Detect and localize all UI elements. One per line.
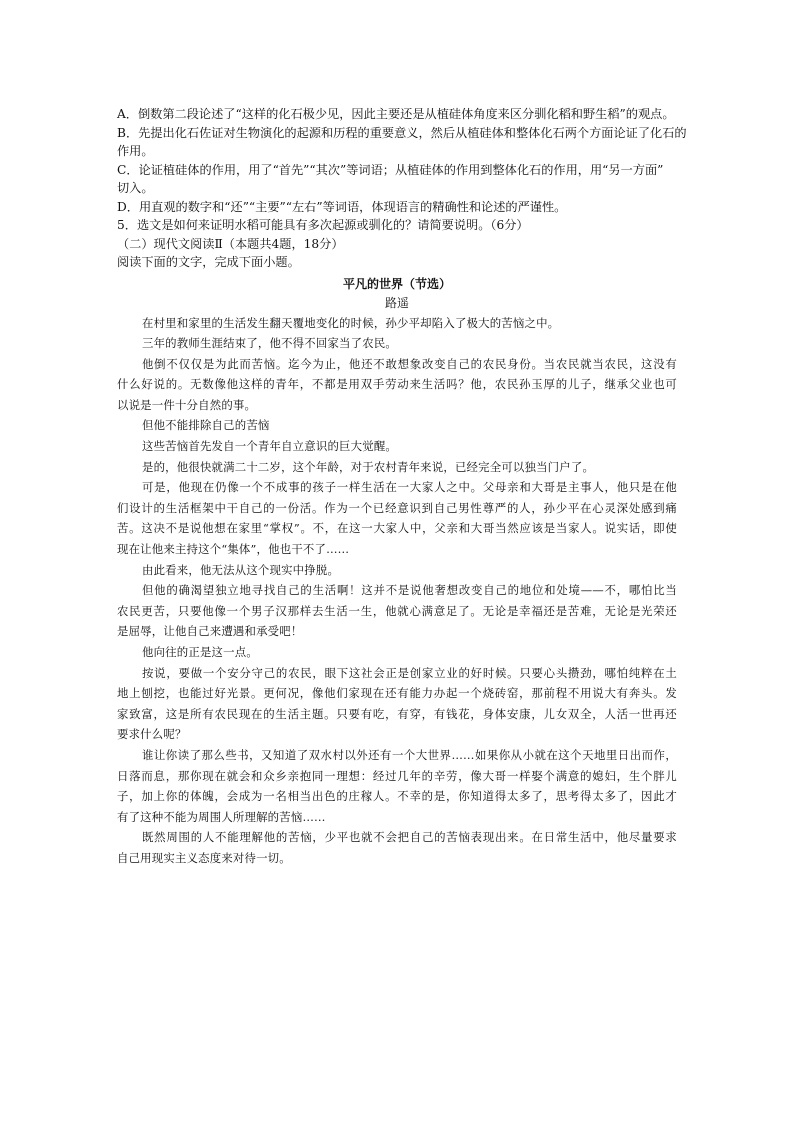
passage-line: 他倒不仅仅是为此而苦恼。迄今为止，他还不敢想象改变自己的农民身份。当农民就当农民，这没有 [142, 356, 677, 371]
passage-line: 但他的确渴望独立地寻找自己的生活啊！这并不是说他奢想改变自己的地位和处境——不，哪怕比当 [142, 583, 677, 598]
passage-line: 要求什么呢？ [117, 727, 187, 742]
passage-author: 路遥 [384, 295, 409, 310]
reading-instruction: 阅读下面的文字，完成下面小题。 [117, 255, 300, 269]
passage-line: 苦。这决不是说他想在家里“掌权”。不，在这一大家人中，父亲和大哥当然应该是当家人。说实话，即使 [117, 521, 677, 536]
option-c-line-2: 切入。 [117, 181, 154, 195]
passage-line: 子，加上你的体魄，会成为一名相当出色的庄稼人。不幸的是，你知道得太多了，思考得太多了，因此才 [117, 789, 677, 804]
passage-line: 地上刨挖，也能过好光景。更何况，像他们家现在还有能力办起一个烧砖窑，那前程不用说大有奔头。发 [117, 686, 677, 701]
passage-line: 由此看来，他无法从这个现实中挣脱。 [142, 562, 340, 577]
passage-body [117, 313, 677, 869]
passage-line: 三年的教师生涯结束了，他不得不回家当了农民。 [142, 336, 397, 351]
passage-line: 以说是一件十分自然的事。 [117, 397, 257, 412]
passage-line: 在村里和家里的生活发生翻天覆地变化的时候，孙少平却陷入了极大的苦恼之中。 [142, 315, 560, 330]
passage-line: 既然周围的人不能理解他的苦恼，少平也就不会把自己的苦恼表现出来。在日常生活中，他尽量要求 [142, 830, 677, 845]
option-b-line-2: 作用。 [117, 144, 154, 158]
option-b-line-1: B．先提出化石佐证对生物演化的起源和历程的重要意义，然后从植硅体和整体化石两个方面论证了化石的 [117, 125, 687, 140]
passage-line: 自己用现实主义态度来对待一切。 [117, 850, 291, 865]
question-5: 5．选文是如何来证明水稻可能具有多次起源或驯化的？请简要说明。（6分） [117, 218, 529, 232]
option-a: A．倒数第二段论述了“这样的化石极少见，因此主要还是从植硅体角度来区分驯化稻和野生稻”的观点。 [117, 107, 675, 121]
passage-title: 平凡的世界（节选） [342, 276, 451, 291]
question-block [117, 105, 687, 272]
passage-line: 他向往的正是这一点。 [142, 645, 258, 659]
passage-line: 这些苦恼首先发自一个青年自立意识的巨大觉醒。 [142, 439, 397, 454]
passage-line: 谁让你读了那么些书，又知道了双水村以外还有一个大世界……如果你从小就在这个天地里日出而作， [142, 747, 677, 762]
passage-line: 但他不能排除自己的苦恼 [142, 418, 270, 433]
passage-line: 有了这种不能为周围人所理解的苦恼…… [117, 809, 326, 824]
passage-line: 家致富，这是所有农民现在的生活主题。只要有吃，有穿，有钱花，身体安康，儿女双全，人活一世再还 [117, 706, 677, 721]
option-c-line-1: C．论证植硅体的作用，用了“首先”“其次”等词语；从植硅体的作用到整体化石的作用，用“另一方面” [117, 162, 664, 177]
exam-page [117, 105, 687, 869]
passage-line: 是屈辱，让他自己来遭遇和承受吧！ [117, 624, 303, 639]
passage-line: 按说，要做一个安分守己的农民，眼下这社会正是创家立业的好时候。只要心头攒劲，哪怕纯粹在土 [142, 665, 677, 680]
passage-line: 是的，他很快就满二十二岁，这个年龄，对于农村青年来说，已经完全可以独当门户了。 [142, 459, 595, 474]
passage-line: 可是，他现在仍像一个不成事的孩子一样生活在一大家人之中。父母亲和大哥是主事人，他只是在他 [142, 480, 677, 495]
passage-line: 们设计的生活框架中干自己的一份活。作为一个已经意识到自己男性尊严的人，孙少平在心灵深处感到痛 [117, 500, 677, 515]
passage [117, 274, 677, 869]
option-d: D．用直观的数字和“还”“主要”“左右”等词语，体现语言的精确性和论述的严谨性。 [117, 199, 567, 214]
passage-line: 什么好说的。无数像他这样的青年，不都是用双手劳动来生活吗？他，农民孙玉厚的儿子，继承父业也可 [117, 377, 677, 392]
passage-line: 日落而息，那你现在就会和众乡亲抱同一理想：经过几年的辛劳，像大哥一样娶个满意的媳妇，生个胖儿 [117, 768, 677, 783]
passage-line: 现在让他来主持这个“集体”，他也干不了…… [117, 542, 350, 557]
section-heading: （二）现代文阅读Ⅱ（本题共4题，18分） [117, 236, 344, 251]
passage-line: 农民更苦，只要他像一个男子汉那样去生活一生，他就心满意足了。无论是幸福还是苦难，无论是光荣还 [117, 603, 677, 618]
